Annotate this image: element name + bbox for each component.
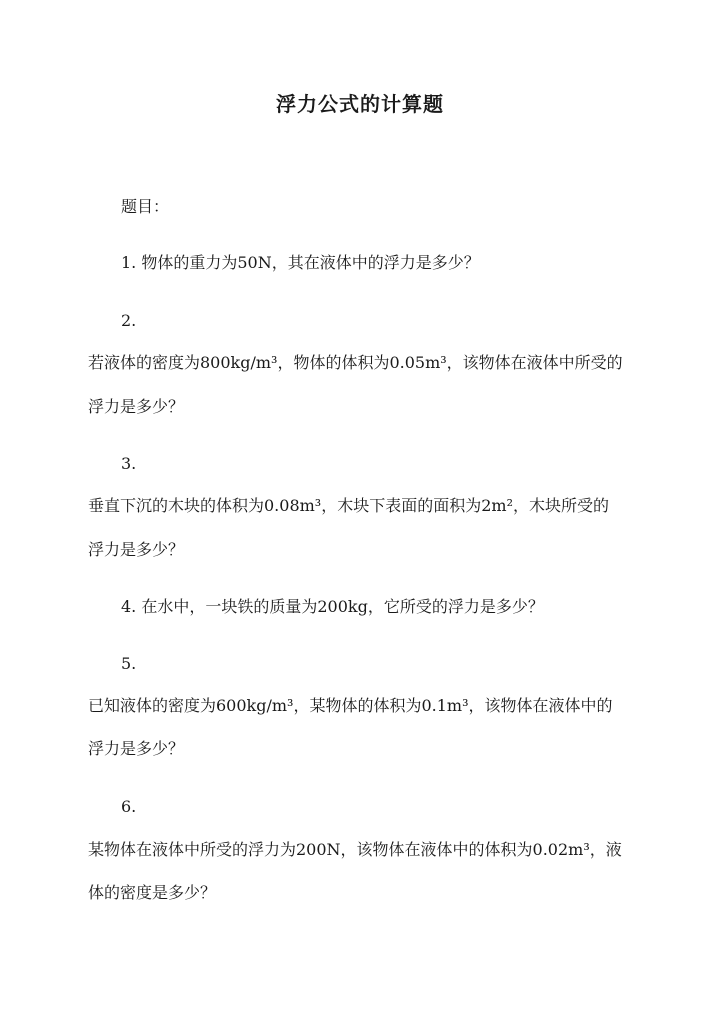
question-text: 体的密度是多少？ (88, 883, 217, 902)
question-text: 某物体在液体中所受的浮力为200N，该物体在液体中的体积为0.02m³，液 (88, 840, 622, 859)
question-text: 在水中，一块铁的质量为200kg，它所受的浮力是多少？ (141, 597, 544, 616)
question-1 (121, 252, 480, 274)
question-text: 已知液体的密度为600kg/m³，某物体的体积为0.1m³，该物体在液体中的 (88, 696, 613, 715)
question-number: 6. (121, 797, 137, 816)
page-title: 浮力公式的计算题 (276, 92, 444, 116)
question-text: 垂直下沉的木块的体积为0.08m³，木块下表面的面积为2m²，木块所受的 (88, 496, 609, 515)
question-text: 若液体的密度为800kg/m³，物体的体积为0.05m³，该物体在液体中所受的 (88, 353, 623, 372)
section-heading: 题目： (121, 197, 170, 216)
question-number: 1. (121, 253, 137, 272)
question-text: 浮力是多少？ (88, 739, 185, 758)
question-text: 物体的重力为50N，其在液体中的浮力是多少？ (141, 253, 480, 272)
question-number: 3. (121, 454, 137, 473)
question-4 (121, 596, 544, 618)
question-text: 浮力是多少？ (88, 540, 185, 559)
question-number: 2. (121, 311, 137, 330)
question-number: 5. (121, 654, 137, 673)
question-text: 浮力是多少？ (88, 397, 185, 416)
question-number: 4. (121, 597, 137, 616)
